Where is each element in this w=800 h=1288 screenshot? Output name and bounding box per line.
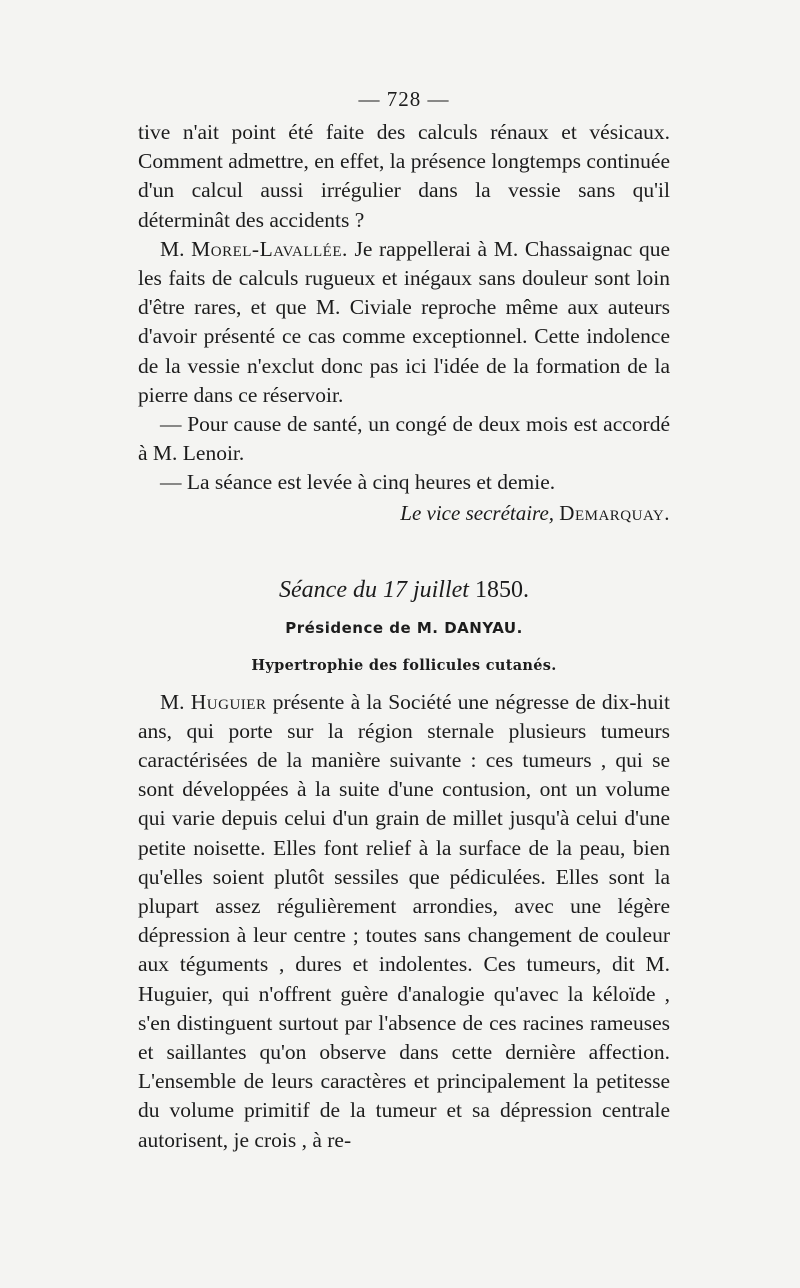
speaker-prefix: M. bbox=[160, 689, 191, 714]
speaker-prefix: M. bbox=[160, 236, 192, 261]
paragraph-text: présente à la Société une négresse de dix-huit ans, qui porte sur la région sternale plusieurs tumeurs caractérisées de la manière suivante : ces tumeurs , qui se sont développées à la suite d'une contusion, ont un volume qui varie depuis celui d'un grain de millet jusqu'à celui d'une petite noisette. Elles font relief à la surface de la peau, bien qu'elles soient plutôt sessiles que pédiculées. Elles sont la plupart assez régulièrement arrondies, avec une légère dépression à leur centre ; toutes sans changement de couleur aux téguments , dures et indolentes. Ces tumeurs, dit M. Huguier, qui n'offrent guère d'analogie qu'avec la kéloïde , s'en distinguent surtout par l'absence de ces racines rameuses et saillantes qu'on observe dans cette dernière affection. L'ensemble de leurs caractères et principalement la petitesse du volume primitif de la tumeur et sa dépression centrale autorisent, je crois , à re- bbox=[138, 689, 670, 1152]
section-heading: Hypertrophie des follicules cutanés. bbox=[251, 656, 557, 674]
speaker-name: Morel-Lavallée. bbox=[191, 236, 348, 261]
paragraph-continuation: tive n'ait point été faite des calculs rénaux et vésicaux. Comment admettre, en effet, la présence longtemps continuée d'un calcul aussi irrégulier dans la vessie sans qu'il déterminât des accidents ? bbox=[138, 120, 670, 232]
paragraph-huguier bbox=[138, 688, 670, 1155]
paragraph-text: Je rappellerai à M. Chassaignac que les faits de calculs rugueux et inégaux sans douleur sont loin d'être rares, et que M. Civiale reproche même aux auteurs d'avoir présenté ce cas comme exceptionnel. Cette indolence de la vessie n'exclut donc pas ici l'idée de la formation de la pierre dans ce réservoir. bbox=[138, 236, 670, 407]
paragraph-conge: — Pour cause de santé, un congé de deux mois est accordé à M. Lenoir. bbox=[138, 412, 670, 466]
session-date: Séance du 17 juillet bbox=[279, 576, 469, 603]
session-title bbox=[138, 574, 670, 606]
document-page bbox=[138, 84, 670, 1155]
signature bbox=[138, 498, 670, 528]
session-year: 1850. bbox=[474, 576, 529, 603]
paragraph-morel-lavallee bbox=[138, 235, 670, 410]
page-number: — 728 — bbox=[358, 87, 450, 111]
speaker-name: Huguier bbox=[190, 689, 267, 714]
presidence-line: Présidence de M. DANYAU. bbox=[285, 618, 523, 637]
signature-name: Demarquay. bbox=[559, 500, 670, 525]
signature-role: Le vice secrétaire, bbox=[400, 500, 555, 525]
paragraph-seance-levee: — La séance est levée à cinq heures et demie. bbox=[160, 470, 556, 495]
